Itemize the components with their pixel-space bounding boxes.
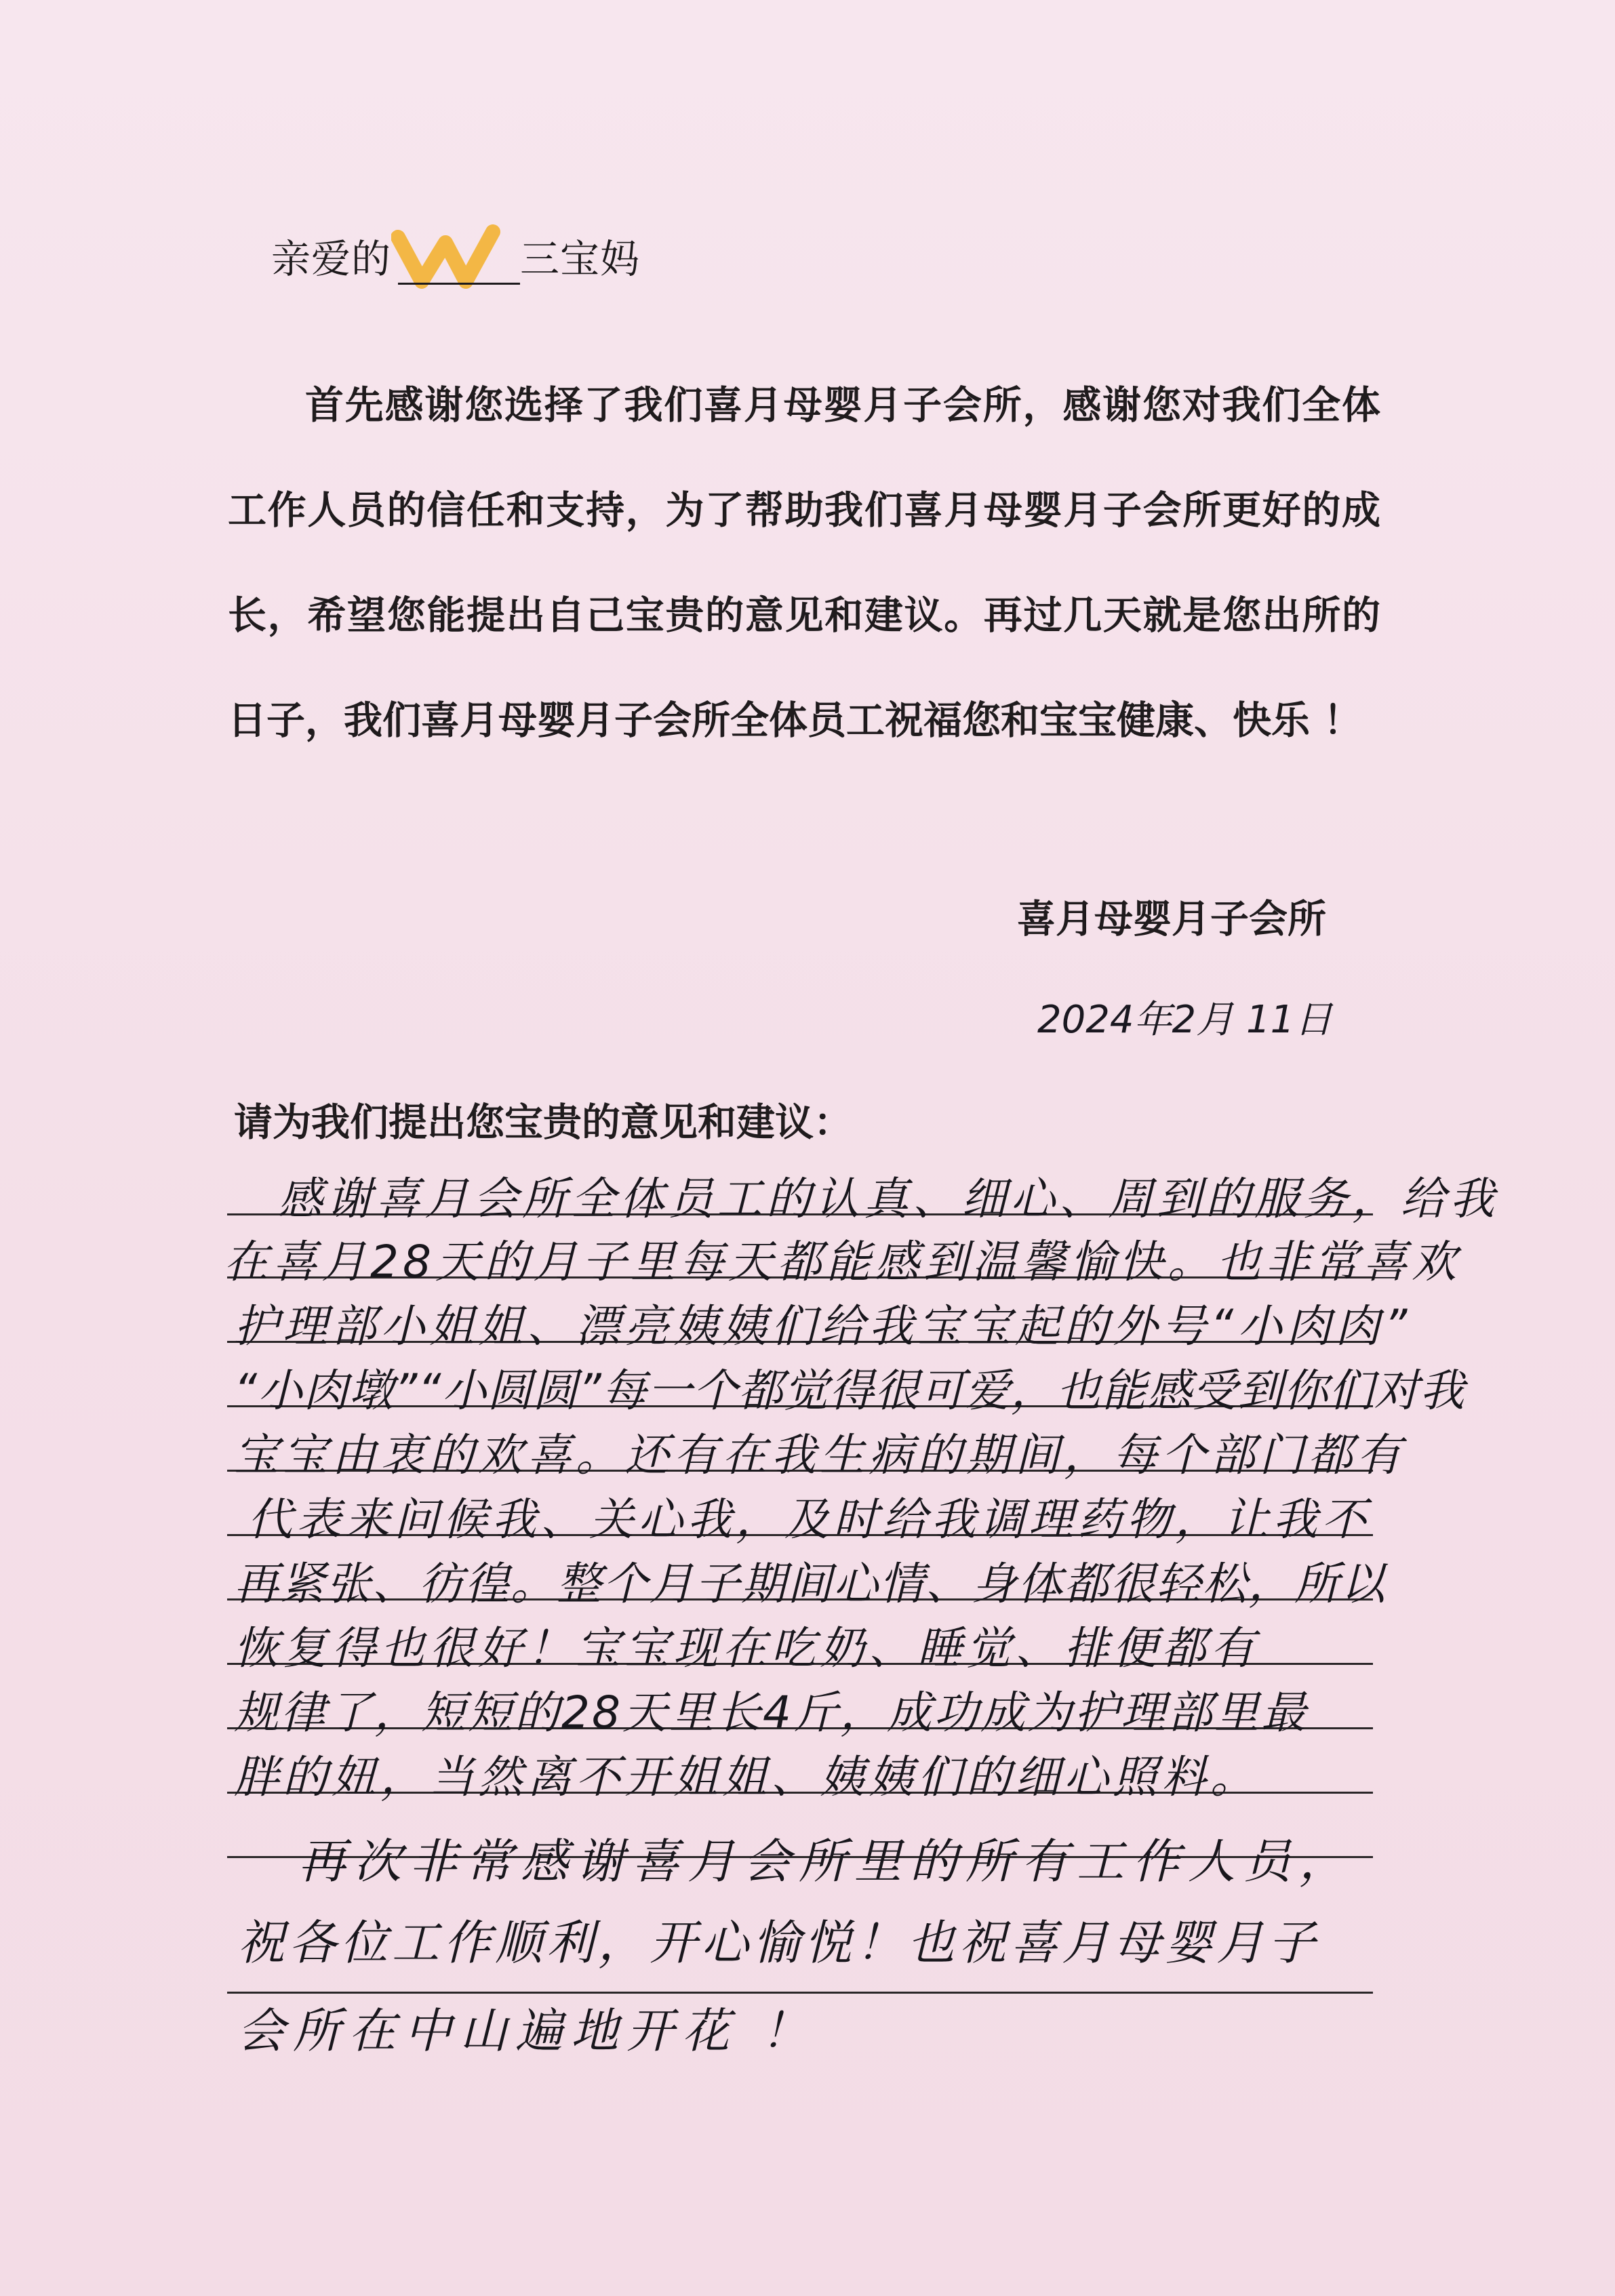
- feedback-line: 护理部小姐姐、漂亮姨姨们给我宝宝起的外号“小肉肉”: [234, 1300, 1412, 1352]
- feedback-line: 胖的妞，当然离不开姐姐、姨姨们的细心照料。: [234, 1751, 1259, 1803]
- feedback-line: 恢复得也很好！宝宝现在吃奶、睡觉、排便都有: [234, 1622, 1259, 1674]
- redaction-mark: [391, 233, 520, 281]
- feedback-line: 规律了，短短的28天里长4斤，成功成为护理部里最: [234, 1687, 1308, 1739]
- letter-body: 首先感谢您选择了我们喜月母婴月子会所，感谢您对我们全体工作人员的信任和支持，为了帮助我们喜月母婴月子会所更好的成长，希望您能提出自己宝贵的意见和建议。再过几天就是您出所的日子，我们喜月母婴月子会所全体员工祝福您和宝宝健康、快乐 ！: [228, 382, 1380, 743]
- feedback-prompt: 请为我们提出您宝贵的意见和建议：: [234, 1100, 852, 1145]
- feedback-line: 代表来问候我、关心我，及时给我调理药物，让我不: [247, 1493, 1370, 1546]
- feedback-line: 在喜月28天的月子里每天都能感到温馨愉快。也非常喜欢: [224, 1236, 1460, 1288]
- feedback-line: 宝宝由衷的欢喜。还有在我生病的期间，每个部门都有: [234, 1429, 1405, 1481]
- feedback-line: 再次非常感谢喜月会所里的所有工作人员，: [298, 1834, 1355, 1889]
- salutation-suffix: 三宝妈: [520, 236, 641, 282]
- sender-signature: 喜月母婴月子会所: [1017, 896, 1326, 942]
- feedback-line: 祝各位工作顺利，开心愉悦！也祝喜月母婴月子: [237, 1915, 1319, 1971]
- feedback-line: 感谢喜月会所全体员工的认真、细心、周到的服务，给我: [278, 1173, 1498, 1225]
- feedback-line: 会所在中山遍地开花 ！: [237, 2003, 817, 2059]
- letter-date: 2024年2月 11日: [1037, 998, 1333, 1042]
- feedback-line: “小肉墩”“小圆圆”每一个都觉得很可爱，也能感受到你们对我: [234, 1365, 1465, 1417]
- salutation-prefix: 亲爱的: [271, 236, 392, 282]
- feedback-line: 再紧张、彷徨。整个月子期间心情、身体都很轻松，所以: [234, 1558, 1387, 1610]
- salutation: [271, 227, 640, 284]
